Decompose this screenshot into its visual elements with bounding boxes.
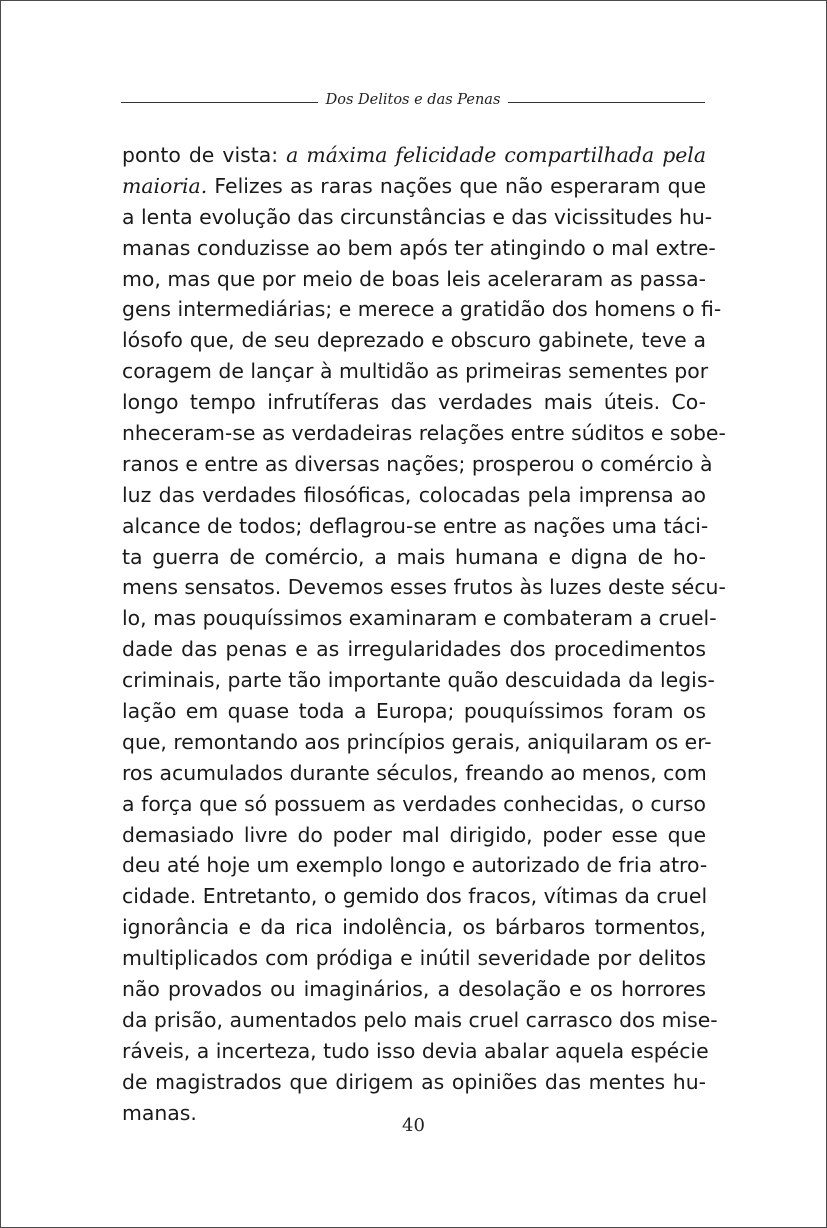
text-segment: a força que só possuem as verdades conhecidas, o curso: [122, 791, 706, 816]
text-segment: coragem de lançar à multidão as primeiras sementes por: [122, 359, 709, 384]
header-rule-right: [508, 102, 705, 103]
text-line: [122, 758, 706, 789]
header-rule-left: [121, 102, 318, 103]
text-segment: mo, mas que por meio de boas leis aceleraram as passa-: [122, 266, 706, 291]
text-line: [122, 480, 706, 511]
emphasized-text: maioria.: [122, 173, 208, 198]
text-segment: ignorância e da rica indolência, os bárbaros tormentos,: [122, 915, 706, 940]
text-line: [122, 696, 706, 727]
text-segment: que, remontando aos princípios gerais, aniquilaram os er-: [122, 729, 712, 754]
text-segment: de magistrados que dirigem as opiniões das mentes hu-: [122, 1069, 706, 1094]
text-line: [122, 850, 706, 881]
text-line: [122, 1005, 718, 1036]
text-line: [122, 233, 716, 264]
text-segment: ponto de vista:: [122, 143, 287, 167]
text-segment: luz das verdades filosóficas, colocadas pela imprensa ao: [122, 482, 706, 507]
text-line: [122, 634, 706, 665]
text-segment: Felizes as raras nações que não esperaram que: [207, 173, 706, 198]
text-line: [122, 881, 706, 912]
text-line: [122, 202, 713, 233]
text-segment: lo, mas pouquíssimos examinaram e combateram a cruel-: [122, 606, 717, 631]
text-segment: multiplicados com pródiga e inútil severidade por delitos: [122, 946, 706, 971]
text-segment: longo tempo infrutíferas das verdades mais úteis. Co-: [122, 390, 706, 415]
text-segment: não provados ou imaginários, a desolação e os horrores: [122, 977, 706, 1002]
text-line: [122, 789, 706, 820]
text-segment: deu até hoje um exemplo longo e autorizado de fria atro-: [122, 853, 708, 878]
page-number: 40: [402, 1115, 425, 1136]
text-line: [122, 264, 706, 295]
body-text: [122, 140, 726, 1129]
text-line: [122, 294, 722, 325]
text-line: [122, 140, 706, 171]
text-line: [122, 1036, 709, 1067]
text-segment: nheceram-se as verdadeiras relações entre súditos e sobe-: [122, 421, 726, 446]
text-line: [122, 727, 712, 758]
text-line: [122, 974, 706, 1005]
text-segment: lação em quase toda a Europa; pouquíssimos foram os: [122, 699, 706, 724]
text-segment: da prisão, aumentados pelo mais cruel carrasco dos mise-: [122, 1007, 718, 1032]
text-segment: mens sensatos. Devemos esses frutos às luzes deste sécu-: [122, 575, 726, 600]
text-segment: demasiado livre do poder mal dirigido, poder esse que: [122, 822, 706, 847]
text-segment: gens intermediárias; e merece a gratidão dos homens o fi-: [122, 297, 722, 322]
running-header-title: Dos Delitos e das Penas: [325, 92, 501, 108]
text-segment: ranos e entre as diversas nações; prosperou o comércio à: [122, 451, 713, 476]
text-segment: alcance de todos; deflagrou-se entre as nações uma táci-: [122, 513, 709, 538]
text-segment: ta guerra de comércio, a mais humana e digna de ho-: [122, 544, 706, 569]
text-segment: manas conduzisse ao bem após ter atingindo o mal extre-: [122, 235, 716, 260]
text-segment: dade das penas e as irregularidades dos procedimentos: [122, 637, 706, 662]
text-line: [122, 171, 706, 202]
text-segment: cidade. Entretanto, o gemido dos fracos, vítimas da cruel: [122, 884, 708, 909]
text-segment: lósofo que, de seu deprezado e obscuro gabinete, teve a: [122, 328, 706, 353]
text-line: [122, 325, 706, 356]
text-line: [122, 1067, 706, 1098]
text-line: [122, 449, 713, 480]
text-line: [122, 820, 706, 851]
emphasized-text: a máxima felicidade compartilhada pela: [286, 143, 706, 167]
text-line: [122, 603, 717, 634]
text-line: [122, 542, 706, 573]
text-line: [122, 665, 715, 696]
text-segment: ros acumulados durante séculos, freando ao menos, com: [122, 760, 707, 785]
text-line: [122, 943, 706, 974]
text-line: [122, 418, 726, 449]
running-header: [121, 90, 705, 110]
text-segment: criminais, parte tão importante quão descuidada da legis-: [122, 668, 715, 693]
text-segment: manas.: [122, 1100, 197, 1125]
text-segment: ráveis, a incerteza, tudo isso devia abalar aquela espécie: [122, 1038, 709, 1063]
text-line: [122, 572, 726, 603]
text-line: [122, 356, 709, 387]
text-line: [122, 387, 706, 418]
text-line: [122, 511, 709, 542]
text-segment: a lenta evolução das circunstâncias e das vicissitudes hu-: [122, 204, 713, 229]
text-line: [122, 912, 706, 943]
